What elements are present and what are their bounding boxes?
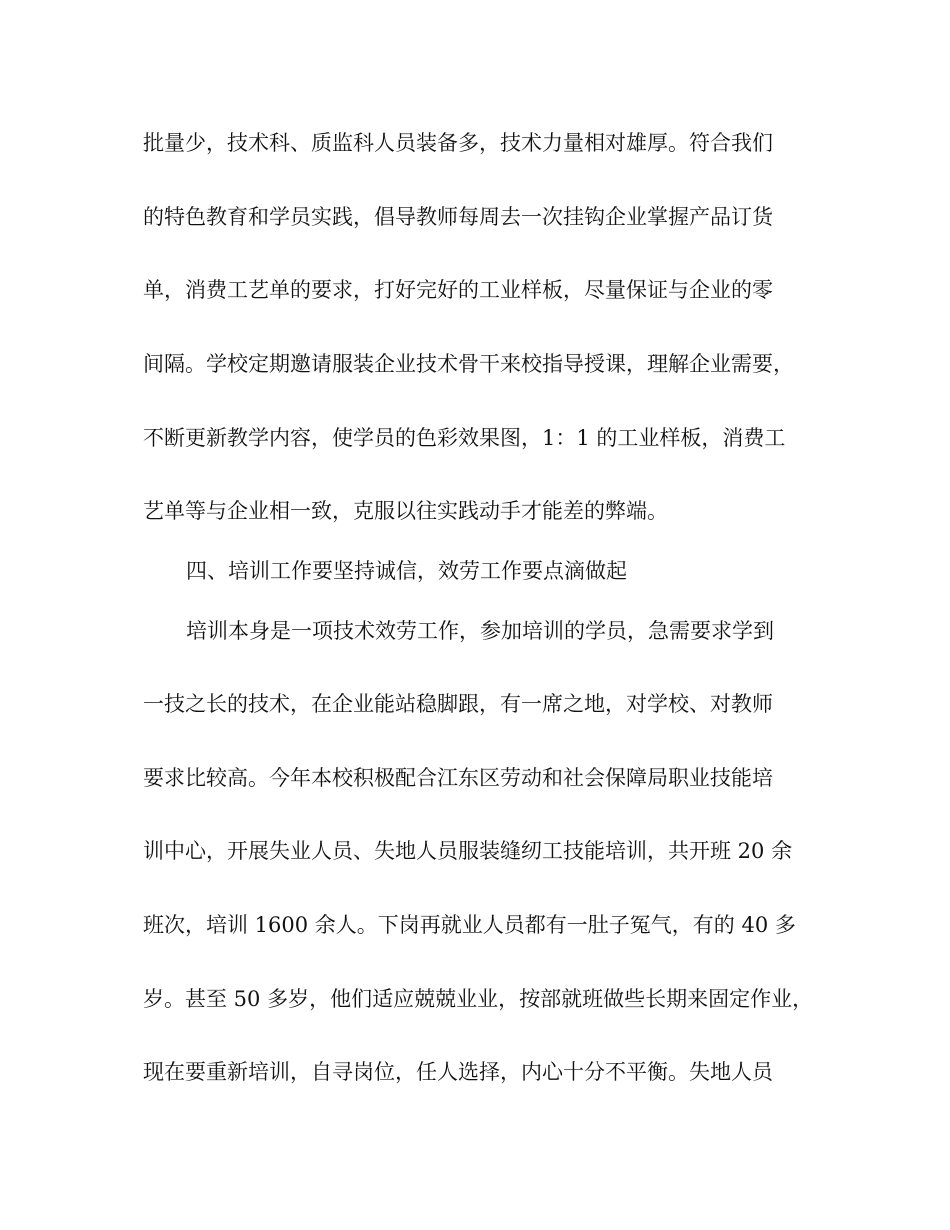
text-line: 要求比较高。今年本校积极配合江东区劳动和社会保障局职业技能培 (143, 766, 773, 790)
text-line: 培训本身是一项技术效劳工作，参加培训的学员，急需要求学到 (186, 619, 774, 643)
section-heading: 四、培训工作要坚持诚信，效劳工作要点滴做起 (186, 559, 627, 583)
text-line: 单，消费工艺单的要求，打好完好的工业样板，尽量保证与企业的零 (143, 278, 773, 302)
text-line: 班次，培训 1600 余人。下岗再就业人员都有一肚子冤气，有的 40 多 (143, 913, 796, 937)
text-line: 一技之长的技术，在企业能站稳脚跟，有一席之地，对学校、对教师 (143, 692, 773, 716)
text-line: 岁。甚至 50 多岁，他们适应兢兢业业，按部就班做些长期来固定作业， (143, 987, 814, 1011)
text-line: 艺单等与企业相一致，克服以往实践动手才能差的弊端。 (143, 499, 668, 523)
text-line: 间隔。学校定期邀请服装企业技术骨干来校指导授课，理解企业需要， (143, 352, 794, 376)
text-line: 训中心，开展失业人员、失地人员服装缝纫工技能培训，共开班 20 余 (143, 839, 793, 863)
text-line: 现在要重新培训，自寻岗位，任人选择，内心十分不平衡。失地人员 (143, 1060, 773, 1084)
text-line: 不断更新教学内容，使学员的色彩效果图，1：1 的工业样板，消费工 (143, 426, 786, 450)
text-line: 批量少，技术科、质监科人员装备多，技术力量相对雄厚。符合我们 (143, 131, 773, 155)
text-line: 的特色教育和学员实践，倡导教师每周去一次挂钩企业掌握产品订货 (143, 205, 773, 229)
